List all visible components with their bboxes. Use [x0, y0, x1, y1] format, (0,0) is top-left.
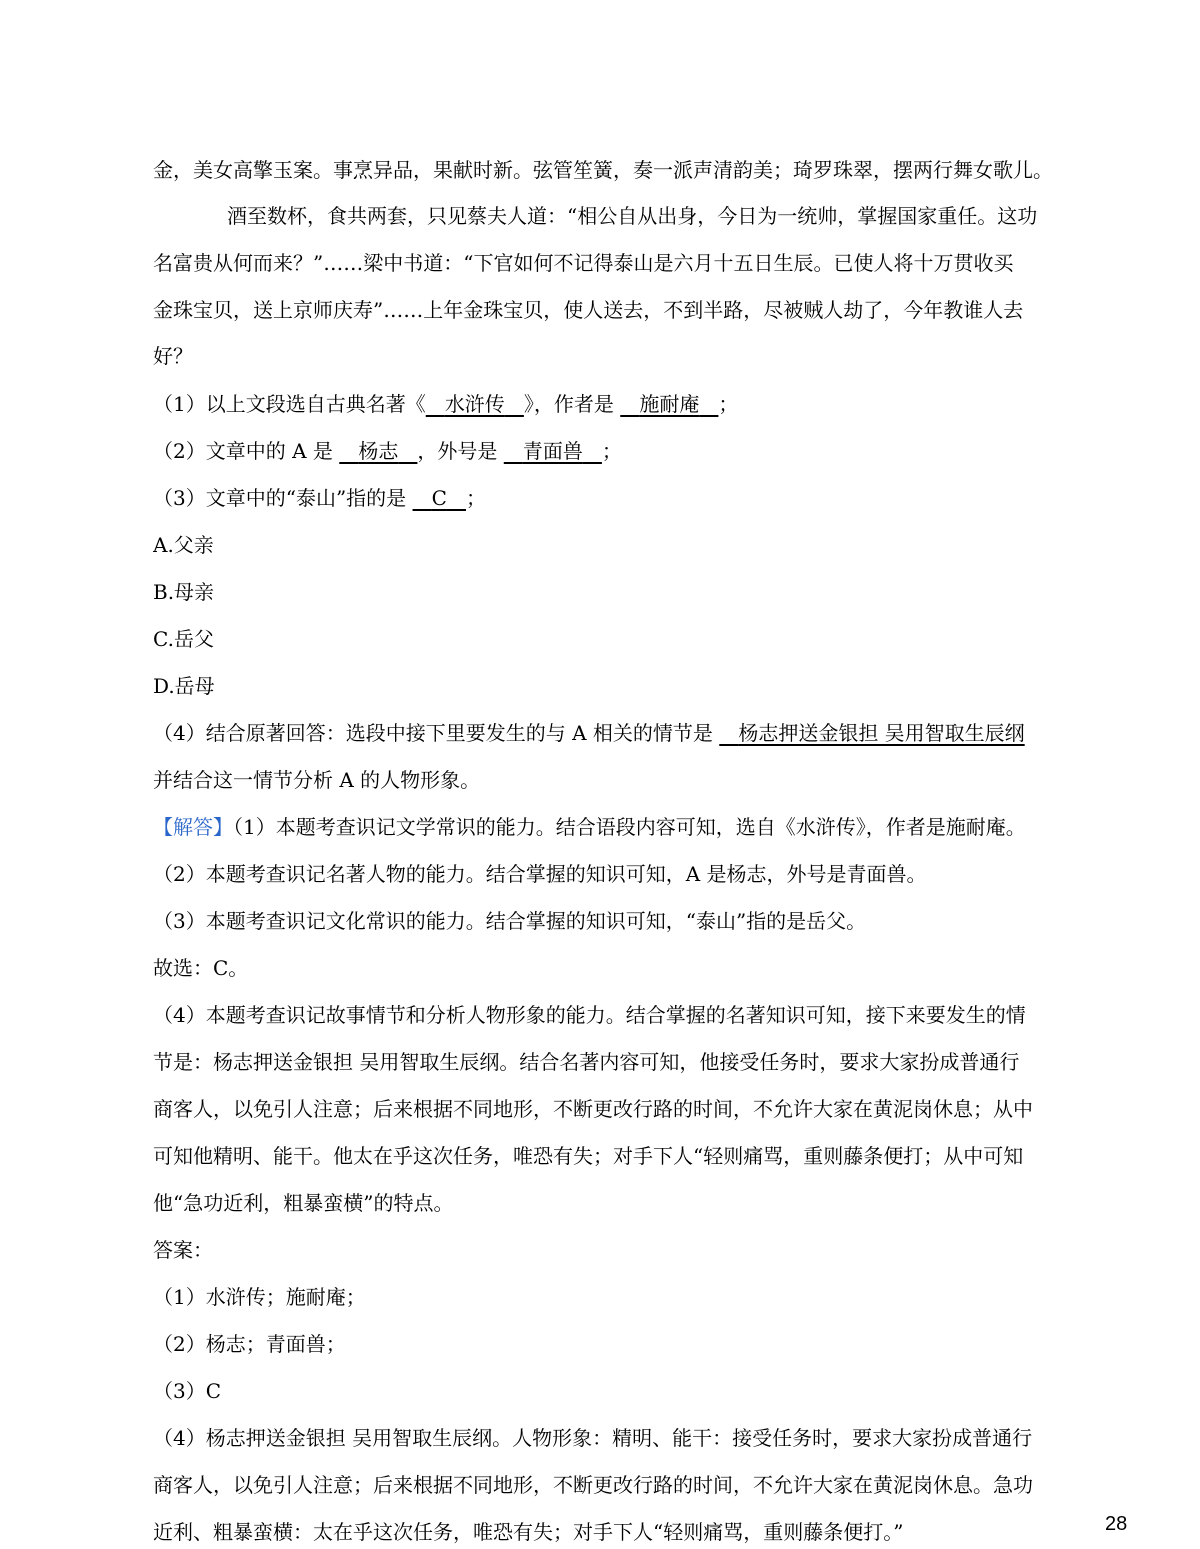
- analysis-line: （3）本题考查识记文化常识的能力。结合掌握的知识可知，“泰山”指的是岳父。: [153, 909, 867, 933]
- question-2: （2）文章中的 A 是 杨志 ，外号是 青面兽 ；: [153, 439, 622, 463]
- answer-line: 近利、粗暴蛮横：太在乎这次任务，唯恐有失；对手下人“轻则痛骂，重则藤条便打。”: [153, 1520, 904, 1544]
- option-b: B.母亲: [153, 580, 215, 604]
- question-3: （3）文章中的“泰山”指的是 C ；: [153, 486, 486, 510]
- option-a: A.父亲: [153, 533, 214, 557]
- question-4-line2: 并结合这一情节分析 A 的人物形象。: [153, 768, 481, 792]
- answer-blank: 水浒传: [444, 392, 505, 416]
- analysis-line: （4）本题考查识记故事情节和分析人物形象的能力。结合掌握的名著知识可知，接下来要发生的情: [153, 1003, 1026, 1027]
- analysis-tag: 【解答】: [153, 815, 233, 839]
- analysis-line: （2）本题考查识记名著人物的能力。结合掌握的知识可知，A 是杨志，外号是青面兽。: [153, 862, 927, 886]
- analysis-line: 故选：C。: [153, 956, 249, 980]
- analysis-line: 节是：杨志押送金银担 吴用智取生辰纲。结合名著内容可知，他接受任务时，要求大家扮成普通行: [153, 1050, 1020, 1074]
- question-4: （4）结合原著回答：选段中接下里要发生的与 A 相关的情节是 杨志押送金银担 吴用智取生辰纲: [153, 721, 1025, 745]
- passage-line: 好？: [153, 344, 193, 368]
- passage-line: 酒至数杯，食共两套，只见蔡夫人道：“相公自从出身，今日为一统帅，掌握国家重任。这功: [227, 204, 1038, 228]
- answer-line: （4）杨志押送金银担 吴用智取生辰纲。人物形象：精明、能干：接受任务时，要求大家扮成普通行: [153, 1426, 1033, 1450]
- answer-line: 商客人，以免引人注意；后来根据不同地形，不断更改行路的时间，不允许大家在黄泥岗休息。急功: [153, 1473, 1033, 1497]
- answer-line: （2）杨志；青面兽；: [153, 1332, 346, 1356]
- analysis-line: 他“急功近利，粗暴蛮横”的特点。: [153, 1191, 454, 1215]
- answer-blank: 施耐庵: [639, 392, 700, 416]
- answer-blank: C: [431, 486, 447, 510]
- passage-line: 名富贵从何而来？”……梁中书道：“下官如何不记得泰山是六月十五日生辰。已使人将十万贯收买: [153, 251, 1014, 275]
- question-1: （1）以上文段选自古典名著《 水浒传 》，作者是 施耐庵 ；: [153, 392, 739, 416]
- option-c: C.岳父: [153, 627, 214, 651]
- page-number: 28: [1105, 1513, 1128, 1535]
- answer-title: 答案：: [153, 1238, 213, 1262]
- answer-line: （1）水浒传；施耐庵；: [153, 1285, 366, 1309]
- analysis-line: 【解答】（1）本题考查识记文学常识的能力。结合语段内容可知，选自《水浒传》，作者是施耐庵。: [153, 815, 1026, 839]
- passage-line: 金，美女高擎玉案。事烹异品，果献时新。弦管笙簧，奏一派声清韵美；琦罗珠翠，摆两行舞女歌儿。: [153, 158, 1053, 182]
- answer-blank: 杨志押送金银担 吴用智取生辰纲: [738, 721, 1025, 745]
- answer-blank: 青面兽: [522, 439, 583, 463]
- analysis-line: 商客人，以免引人注意；后来根据不同地形，不断更改行路的时间，不允许大家在黄泥岗休息；从中: [153, 1097, 1033, 1121]
- answer-line: （3）C: [153, 1379, 222, 1403]
- passage-line: 金珠宝贝，送上京师庆寿”……上年金珠宝贝，使人送去，不到半路，尽被贼人劫了，今年教谁人去: [153, 298, 1024, 322]
- answer-blank: 杨志: [358, 439, 399, 463]
- analysis-line: 可知他精明、能干。他太在乎这次任务，唯恐有失；对手下人“轻则痛骂，重则藤条便打；从中可知: [153, 1144, 1024, 1168]
- option-d: D.岳母: [153, 674, 215, 698]
